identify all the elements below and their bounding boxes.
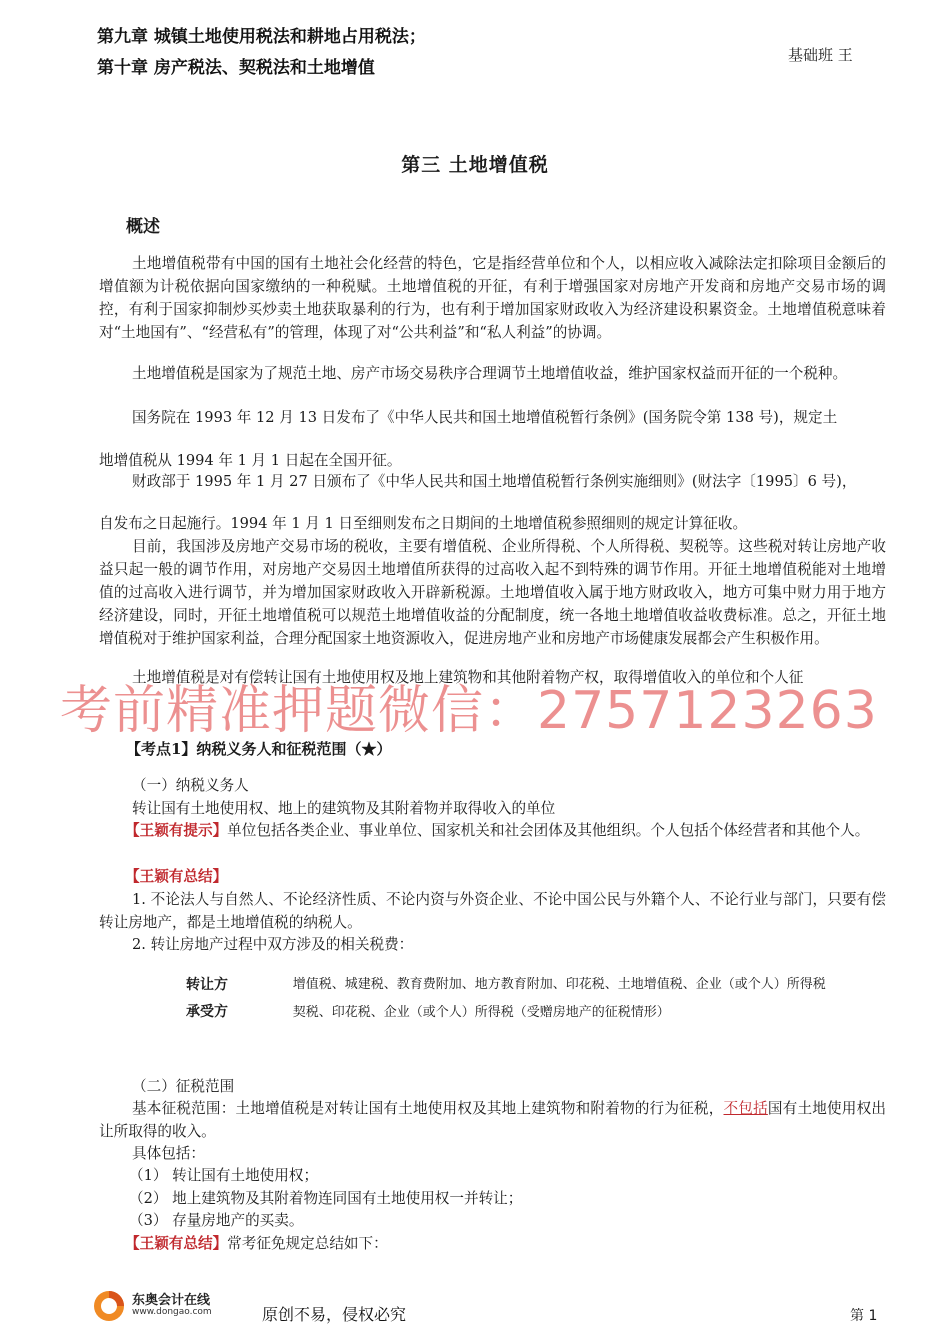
- logo-name: 东奥会计在线: [132, 1293, 211, 1308]
- copyright-slogan: 原创不易，侵权必究: [262, 1305, 407, 1324]
- watermark-text: 考前精准押题微信：2757123263: [60, 681, 878, 741]
- dongao-logo: [92, 1287, 242, 1327]
- scope-basic-text: 基本征税范围：土地增值税是对转让国有土地使用权及其地上建筑物和附着物的行为征税，: [132, 1100, 724, 1117]
- table-row: [154, 968, 834, 1000]
- taxpayer-summary-label: 【王颖有总结】: [125, 868, 228, 885]
- intro-paragraph-4b: 自发布之日起施行。1994 年 1 月 1 日至细则发布之日期间的土地增值税参照细则的规定计算征收。: [99, 515, 748, 532]
- intro-paragraph-4a: 财政部于 1995 年 1 月 27 日颁布了《中华人民共和国土地增值税暂行条例实施细则》(财法字〔1995〕6 号)，: [132, 473, 857, 490]
- scope-summary-text: 常考征免规定总结如下：: [227, 1235, 388, 1252]
- scope-not-included: 不包括: [723, 1100, 768, 1117]
- taxpayer-tip: [99, 819, 886, 842]
- taxes-cell: 契税、印花税、企业（或个人）所得税（受赠房地产的征税情形）: [292, 1005, 670, 1020]
- section-title: 第三 土地增值税: [401, 154, 549, 176]
- intro-paragraph-2: 土地增值税是国家为了规范土地、房产市场交易秩序合理调节土地增值收益，维护国家权益而开征的一个税种。: [132, 365, 848, 382]
- page-number: 第 1: [850, 1308, 878, 1324]
- intro-paragraph-6: 土地增值税是对有偿转让国有土地使用权及地上建筑物和其他附着物产权，取得增值收入的单位和个人征: [132, 669, 804, 686]
- tip-label: 【王颖有提示】: [125, 822, 228, 839]
- scope-summary: [125, 1232, 388, 1255]
- scope-summary-label: 【王颖有总结】: [125, 1235, 228, 1252]
- taxpayer-summary-1: 1. 不论法人与自然人、不论经济性质、不论内资与外资企业、不论中国公民与外籍个人、不论行业与部门，只要有偿转让房地产，都是土地增值税的纳税人。: [99, 891, 886, 931]
- taxpayer-heading: （一）纳税义务人: [132, 777, 249, 794]
- chapter-title: 第九章 城镇土地使用税法和耕地占用税法；第十章 房产税法、契税法和土地增值: [97, 27, 426, 78]
- scope-heading: （二）征税范围: [132, 1078, 235, 1095]
- taxpayer-definition: 转让国有土地使用权、地上的建筑物及其附着物并取得收入的单位: [132, 800, 556, 817]
- overview-subhead: 概述: [126, 217, 160, 237]
- scope-item-3: （3） 存量房地产的买卖。: [129, 1212, 304, 1229]
- taxes-cell: 增值税、城建税、教育费附加、地方教育附加、印花税、土地增值税、企业（或个人）所得税: [292, 977, 826, 992]
- course-label: 基础班 王: [788, 46, 853, 64]
- intro-paragraph-1: 土地增值税带有中国的国有土地社会化经营的特色，它是指经营单位和个人，以相应收入减除法定扣除项目金额后的增值额为计税依据向国家缴纳的一种税赋。土地增值税的开征，有利于增强国家对房地产开发商和房地产交易市场的调控，有利于国家抑制炒买炒卖土地获取暴利的行为，也有利于增加国家财政收入为经济建设积累资金。土地增值税意味着对“土地国有”、“经营私有”的管理，体现了对“公共利益”和“私人利益”的协调。: [99, 255, 886, 341]
- scope-item-2: （2） 地上建筑物及其附着物连同国有土地使用权一并转让；: [129, 1190, 523, 1207]
- scope-include-label: 具体包括：: [132, 1145, 205, 1162]
- point-heading: 【考点1】纳税义务人和征税范围（★）: [126, 740, 392, 758]
- scope-basic-text-2: 国有土地使用权出让所取得的收入。: [99, 1100, 886, 1140]
- scope-item-1: （1） 转让国有土地使用权；: [129, 1167, 319, 1184]
- party-cell: 承受方: [186, 1004, 228, 1020]
- fee-table: [154, 968, 834, 1034]
- intro-paragraph-3a: 国务院在 1993 年 12 月 13 日发布了《中华人民共和国土地增值税暂行条例》(国务院令第 138 号)，规定土: [132, 409, 838, 426]
- intro-paragraph-3b: 地增值税从 1994 年 1 月 1 日起在全国开征。: [99, 452, 402, 469]
- scope-basic: [99, 1097, 886, 1143]
- party-cell: 转让方: [186, 977, 228, 993]
- intro-paragraph-5: 目前，我国涉及房地产交易市场的税收，主要有增值税、企业所得税、个人所得税、契税等。这些税对转让房地产收益只起一般的调节作用，对房地产交易因土地增值所获得的过高收入起不到特殊的调节作用。开征土地增值税能对土地增值的过高收入进行调节，并为增加国家财政收入开辟新税源。土地增值收入属于地方财政收入，地方可集中财力用于地方经济建设，同时，开征土地增值税可以规范土地增值收益的分配制度，统一各地土地增值收益收费标准。总之，开征土地增值税对于维护国家利益，合理分配国家土地资源收入，促进房地产业和房地产市场健康发展都会产生积极作用。: [99, 538, 886, 647]
- logo-url: www.dongao.com: [132, 1307, 212, 1317]
- taxpayer-summary-2: 2. 转让房地产过程中双方涉及的相关税费：: [132, 936, 414, 953]
- tip-text: 单位包括各类企业、事业单位、国家机关和社会团体及其他组织。个人包括个体经营者和其他个人。: [227, 822, 870, 839]
- dongao-logo-icon: [92, 1289, 126, 1323]
- table-row: [154, 1000, 834, 1022]
